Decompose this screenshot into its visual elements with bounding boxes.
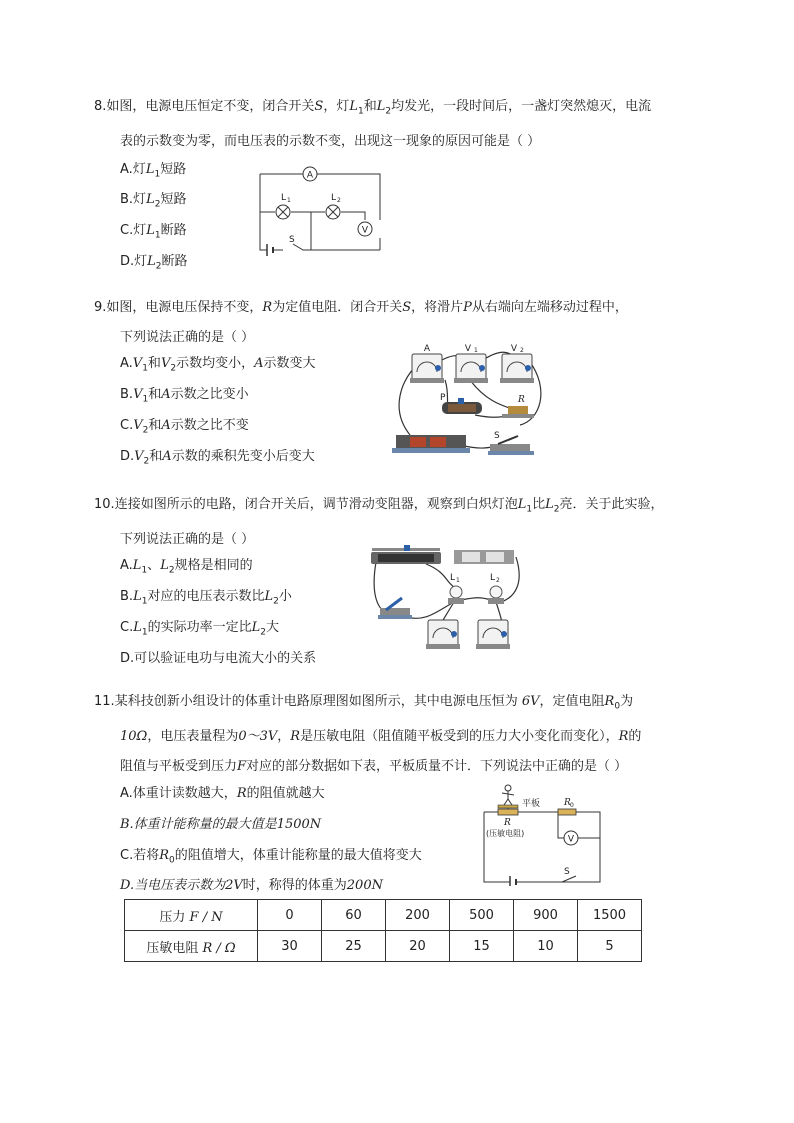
table-cell: 20 [386,931,450,962]
lamp-l2-icon [326,205,340,219]
label-plate: 平板 [522,799,541,809]
table-cell: 60 [322,900,386,931]
svg-text:R: R [504,818,511,828]
q10-stem: 10.连接如图所示的电路，闭合开关后，调节滑动变阻器，观察到白炽灯泡$L_1$比$L_2$亮．关于此实验， 下列说法正确的是（ ） [94,497,664,547]
label-switch: S [289,235,295,245]
voltmeter-left-icon [426,620,460,649]
svg-text:1: 1 [287,197,291,204]
svg-text:P: P [440,393,446,403]
svg-text:L: L [490,573,496,583]
q11-option-b[interactable]: B.体重计能称量的最大值是1500N [120,817,322,832]
label-pressure-resistor: (压敏电阻) [486,829,525,838]
svg-text:A: A [423,344,431,354]
q9-circuit-photo [390,340,550,465]
table-header-resistance: 压敏电阻 R / Ω [125,931,258,962]
svg-text:R: R [564,798,571,808]
svg-text:A: A [306,170,314,181]
bulb-l1-icon [448,573,464,604]
svg-text:2: 2 [496,577,500,584]
svg-text:2: 2 [520,347,524,354]
q8-option-b[interactable]: B.灯$L_2$短路 [120,192,187,210]
svg-text:V: V [464,344,472,354]
svg-text:1: 1 [474,347,478,354]
person-icon [502,785,514,805]
svg-text:2: 2 [337,197,341,204]
table-cell: 25 [322,931,386,962]
table-cell: 15 [450,931,514,962]
knife-switch-icon [378,598,412,619]
table-cell: 900 [514,900,578,931]
table-cell: 10 [514,931,578,962]
battery-icon [510,876,520,886]
bulb-l2-icon [488,573,504,604]
voltmeter-v2-icon [500,344,534,383]
table-cell: 200 [386,900,450,931]
rheostat-icon [440,393,482,414]
voltmeter-icon [564,831,578,845]
svg-text:1: 1 [456,577,460,584]
svg-text:V: V [361,225,369,236]
table-header-force: 压力 F / N [125,900,258,931]
svg-text:0: 0 [570,802,574,809]
q10-option-b[interactable]: $B.L_1$对应的电压表示数比$L_2$小 [120,589,292,607]
q11-option-c[interactable]: C.若将$R_0$的阻值增大，体重计能称量的最大值将变大 [120,848,422,866]
table-cell: 500 [450,900,514,931]
battery-holder-icon [454,550,514,564]
q10-circuit-photo [366,542,526,667]
q8-stem: 8.如图，电源电压恒定不变，闭合开关S，灯$L_1$和$L_2$均发光，一段时间后，一盏灯突然熄灭，电流 表的示数变为零，而电压表的示数不变，出现这一现象的原因可能是（ ） [94,99,652,149]
voltmeter-v1-icon [454,344,488,383]
q9-option-b[interactable]: $B.V_1$和A示数之比变小 [120,387,249,405]
q9-stem: 9.如图，电源电压保持不变，R为定值电阻．闭合开关S，将滑片P从右端向左端移动过程中， 下列说法正确的是（ ） [94,300,628,345]
svg-text:L: L [450,573,456,583]
q10-option-c[interactable]: $C.L_1$的实际功率一定比$L_2$大 [120,620,279,638]
pressure-resistor-icon [498,809,518,815]
label-l2: L [331,193,337,203]
q8-option-d[interactable]: D.灯$L_2$断路 [120,254,188,272]
resistor-r0-icon [558,809,576,815]
voltmeter-icon [358,222,372,236]
label-l1: L [281,193,287,203]
q8-option-c[interactable]: C.灯$L_1$断路 [120,223,187,241]
table-cell: 30 [258,931,322,962]
table-cell: 0 [258,900,322,931]
svg-text:V: V [567,834,575,845]
battery-icon [267,244,273,256]
q11-circuit-diagram [478,782,608,886]
q8-option-a[interactable]: A.灯$L_1$短路 [120,162,187,180]
q9-option-c[interactable]: $C.V_2$和A示数之比不变 [120,418,249,436]
table-cell: 5 [578,931,642,962]
switch-s-icon [488,431,534,455]
slide-rheostat-icon [371,545,441,564]
svg-text:R: R [518,395,525,405]
ammeter-a-icon [410,344,444,383]
table-cell: 1500 [578,900,642,931]
ammeter-icon [303,167,317,181]
q10-option-a[interactable]: $A.L_1$、$L_2$规格是相同的 [120,558,253,576]
q11-option-a[interactable]: A.体重计读数越大，R的阻值就越大 [120,786,325,801]
svg-text:S: S [564,867,570,877]
voltmeter-right-icon [476,620,510,649]
q11-option-d[interactable]: D.当电压表示数为2V时，称得的体重为200N [120,878,383,893]
table-row [125,931,642,962]
lamp-l1-icon [276,205,290,219]
q8-circuit-diagram [255,162,385,258]
q10-option-d[interactable]: D.可以验证电功与电流大小的关系 [120,651,317,666]
q11-data-table [124,899,642,962]
q9-option-a[interactable]: $A.V_1$和$V_2$示数均变小，A示数变大 [120,356,316,374]
battery-box-icon [392,435,470,453]
table-row [125,900,642,931]
svg-text:V: V [510,344,518,354]
q9-option-d[interactable]: $D.V_2$和A示数的乘积先变小后变大 [120,449,315,467]
q11-stem: 11.某科技创新小组设计的体重计电路原理图如图所示，其中电源电压恒为 6V，定值电阻$R_0$为 10Ω，电压表量程为0～3V，R是压敏电阻（阻值随平板受到的压力大小变化而变化），R的 阻值与平板受到压力F对应的部分数据如下表，平板质量不计．下列说法中正确的是（ ） [94,694,642,774]
svg-text:S: S [494,431,500,441]
